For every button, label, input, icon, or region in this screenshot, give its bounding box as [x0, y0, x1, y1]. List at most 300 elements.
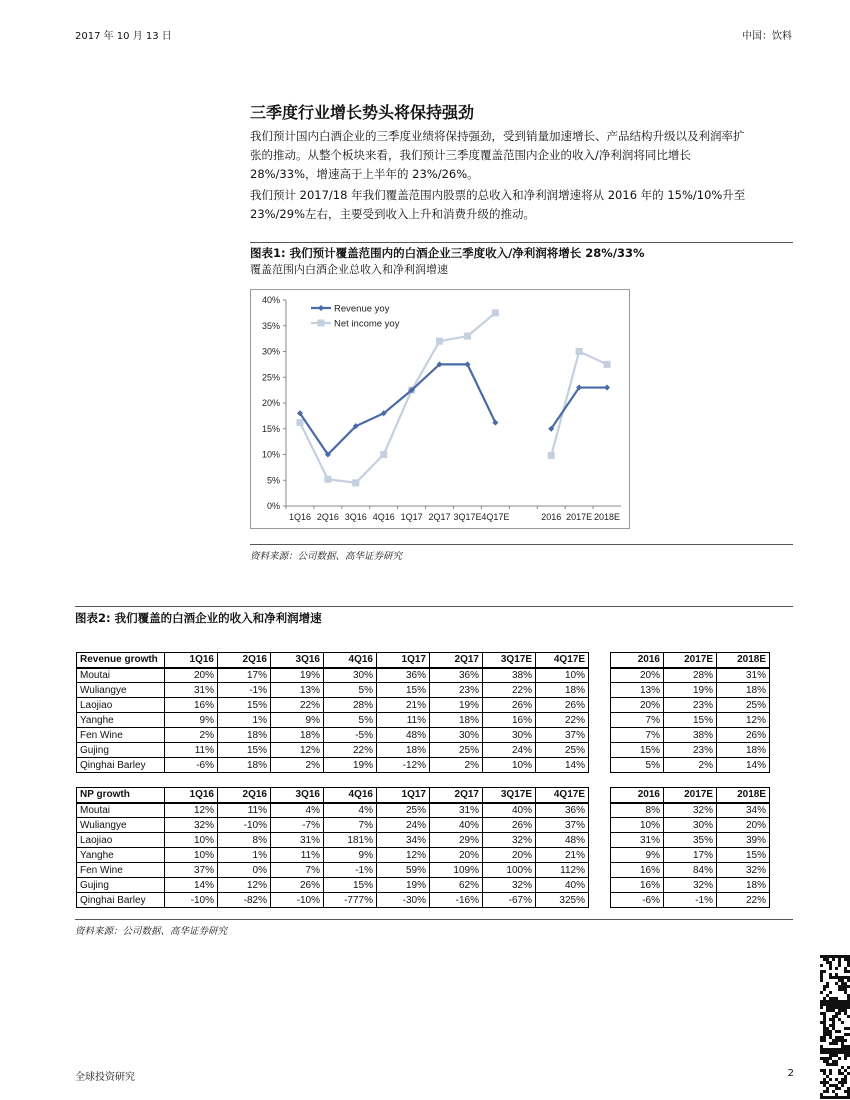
table-cell: 11% [271, 848, 324, 863]
table-cell: 17% [218, 668, 271, 683]
x-tick-label: 2018E [594, 512, 621, 522]
qr-module [820, 955, 823, 958]
column-header: 1Q17 [377, 653, 430, 668]
table-cell: -10% [165, 893, 218, 908]
qr-module [844, 1051, 847, 1054]
qr-module [838, 979, 841, 982]
table-cell: -6% [165, 758, 218, 773]
qr-module [829, 976, 832, 979]
line-chart [251, 290, 629, 528]
qr-module [829, 1051, 832, 1054]
table-cell: 15% [218, 743, 271, 758]
qr-module [823, 958, 826, 961]
table-cell: 7% [611, 728, 664, 743]
spacer-cell [589, 818, 611, 833]
table-cell: 16% [165, 698, 218, 713]
qr-module [823, 1078, 826, 1081]
table-row [77, 728, 770, 743]
qr-module [826, 1060, 829, 1063]
table-cell: 4% [271, 803, 324, 818]
qr-module [832, 1042, 835, 1045]
qr-module [832, 1006, 835, 1009]
column-header: 4Q17E [536, 653, 589, 668]
spacer-cell [589, 788, 611, 803]
table-label: Revenue growth [77, 653, 165, 668]
spacer-cell [589, 728, 611, 743]
company-name: Fen Wine [77, 728, 165, 743]
column-header: 2Q16 [218, 653, 271, 668]
qr-module [826, 1003, 829, 1006]
table-cell: 26% [483, 818, 536, 833]
table-cell: 11% [377, 713, 430, 728]
x-tick-label: 1Q17 [400, 512, 423, 522]
qr-module [820, 973, 823, 976]
legend-revenue-yoy-label: Revenue yoy [334, 303, 390, 315]
company-name: Yanghe [77, 848, 165, 863]
qr-module [829, 964, 832, 967]
table-cell: 36% [536, 803, 589, 818]
spacer-cell [589, 833, 611, 848]
qr-module [841, 1036, 844, 1039]
table-cell: 24% [377, 818, 430, 833]
qr-module [823, 970, 826, 973]
qr-module [844, 1009, 847, 1012]
table-cell: 11% [218, 803, 271, 818]
table-cell: 12% [271, 743, 324, 758]
revenue-growth-table [76, 652, 770, 773]
table-cell: 20% [430, 848, 483, 863]
table-cell: 26% [271, 878, 324, 893]
table-cell: 11% [165, 743, 218, 758]
table-cell: 18% [717, 878, 770, 893]
spacer-cell [589, 878, 611, 893]
table-cell: 14% [717, 758, 770, 773]
y-tick-label: 35% [261, 320, 280, 331]
table-cell: 10% [611, 818, 664, 833]
table-cell: 0% [218, 863, 271, 878]
company-name: Laojiao [77, 833, 165, 848]
qr-module [829, 1096, 832, 1099]
qr-module [841, 1078, 844, 1081]
x-tick-label: 2016 [541, 512, 562, 522]
table-row [77, 893, 770, 908]
table-cell: 7% [271, 863, 324, 878]
table-cell: 31% [165, 683, 218, 698]
column-header: 1Q16 [165, 788, 218, 803]
qr-module [835, 1003, 838, 1006]
qr-module [844, 1069, 847, 1072]
qr-module [838, 985, 841, 988]
qr-module [820, 1021, 823, 1024]
table-cell: 7% [324, 818, 377, 833]
qr-module [838, 1006, 841, 1009]
table-cell: 18% [536, 683, 589, 698]
qr-module [829, 1042, 832, 1045]
net-income-yoy-point [352, 479, 359, 486]
qr-module [835, 955, 838, 958]
qr-module [835, 1015, 838, 1018]
x-tick-label: 2Q16 [316, 512, 339, 522]
table-row [77, 803, 770, 818]
company-name: Laojiao [77, 698, 165, 713]
table-cell: 10% [165, 848, 218, 863]
table-row [77, 848, 770, 863]
y-tick-label: 40% [261, 295, 280, 305]
company-name: Gujing [77, 878, 165, 893]
table-cell: 181% [324, 833, 377, 848]
qr-module [844, 1048, 847, 1051]
qr-module [820, 1006, 823, 1009]
qr-module [826, 1087, 829, 1090]
table-cell: 8% [218, 833, 271, 848]
qr-module [826, 1027, 829, 1030]
table-cell: 34% [377, 833, 430, 848]
qr-module [838, 1069, 841, 1072]
qr-module [835, 1036, 838, 1039]
spacer-cell [589, 848, 611, 863]
qr-module [835, 1087, 838, 1090]
table-cell: 20% [611, 668, 664, 683]
revenue-yoy-line [300, 364, 495, 454]
table-cell: 9% [611, 848, 664, 863]
y-tick-label: 25% [261, 372, 280, 383]
net-income-yoy-point [576, 348, 583, 355]
qr-module [829, 1069, 832, 1072]
qr-module [832, 958, 835, 961]
footer-publisher: 全球投资研究 [75, 1072, 135, 1083]
spacer-cell [589, 893, 611, 908]
table-cell: 23% [664, 698, 717, 713]
table-cell: -777% [324, 893, 377, 908]
y-tick-label: 15% [261, 423, 280, 434]
qr-module [838, 1009, 841, 1012]
column-header: 2Q16 [218, 788, 271, 803]
qr-module [835, 1048, 838, 1051]
qr-module [838, 958, 841, 961]
table-cell: 12% [377, 848, 430, 863]
table-cell: 26% [536, 698, 589, 713]
table-cell: 32% [165, 818, 218, 833]
qr-module [844, 1081, 847, 1084]
table-cell: 22% [271, 698, 324, 713]
legend-net-income-yoy-label: Net income yoy [334, 318, 400, 330]
qr-module [826, 955, 829, 958]
table-label: NP growth [77, 788, 165, 803]
qr-module [823, 1012, 826, 1015]
qr-module [838, 1096, 841, 1099]
table-cell: 22% [536, 713, 589, 728]
qr-module [844, 1090, 847, 1093]
table-cell: 32% [664, 878, 717, 893]
table-cell: 36% [430, 668, 483, 683]
qr-module [820, 991, 823, 994]
table-header-row [77, 653, 770, 668]
qr-module [835, 1039, 838, 1042]
qr-module [841, 1042, 844, 1045]
qr-module [841, 1072, 844, 1075]
qr-module [829, 967, 832, 970]
qr-module [829, 1018, 832, 1021]
qr-module [823, 1072, 826, 1075]
qr-module [826, 994, 829, 997]
qr-module [844, 1078, 847, 1081]
table-row [77, 863, 770, 878]
qr-module [820, 1036, 823, 1039]
table-cell: 19% [664, 683, 717, 698]
qr-module [823, 1033, 826, 1036]
qr-module [820, 1096, 823, 1099]
y-tick-label: 20% [261, 398, 280, 408]
company-name: Qinghai Barley [77, 893, 165, 908]
table-cell: 34% [717, 803, 770, 818]
table-cell: -1% [218, 683, 271, 698]
table-header-row [77, 788, 770, 803]
qr-module [823, 1060, 826, 1063]
table-cell: 40% [430, 818, 483, 833]
qr-module [841, 1000, 844, 1003]
qr-module [838, 1087, 841, 1090]
table-cell: -10% [218, 818, 271, 833]
qr-module [841, 988, 844, 991]
qr-module [829, 1000, 832, 1003]
qr-module [829, 1084, 832, 1087]
column-header: 2017E [664, 788, 717, 803]
column-header: 2Q17 [430, 653, 483, 668]
qr-module [823, 1000, 826, 1003]
spacer-cell [589, 668, 611, 683]
x-tick-label: 4Q16 [372, 512, 395, 522]
column-header: 2016 [611, 788, 664, 803]
table-cell: 25% [717, 698, 770, 713]
qr-module [841, 1003, 844, 1006]
qr-module [829, 973, 832, 976]
table-cell: 13% [611, 683, 664, 698]
qr-module [832, 997, 835, 1000]
qr-module [823, 985, 826, 988]
qr-module [829, 1063, 832, 1066]
qr-module [844, 985, 847, 988]
net-income-yoy-point [324, 476, 331, 483]
qr-module [823, 1024, 826, 1027]
table-cell: 32% [717, 863, 770, 878]
table-cell: 15% [218, 698, 271, 713]
qr-module [832, 1054, 835, 1057]
table-cell: 10% [165, 833, 218, 848]
qr-module [832, 1048, 835, 1051]
qr-module [835, 1093, 838, 1096]
qr-module [838, 1030, 841, 1033]
qr-module [841, 982, 844, 985]
column-header: 4Q16 [324, 653, 377, 668]
qr-module [832, 1021, 835, 1024]
table-cell: 5% [324, 683, 377, 698]
figure1-top-rule [250, 242, 793, 243]
table-cell: 20% [165, 668, 218, 683]
table-cell: 29% [430, 833, 483, 848]
qr-module [838, 1036, 841, 1039]
qr-module [826, 1081, 829, 1084]
qr-module [835, 1006, 838, 1009]
qr-module [823, 1030, 826, 1033]
qr-module [841, 976, 844, 979]
qr-module [844, 1000, 847, 1003]
y-tick-label: 30% [261, 346, 280, 357]
table-cell: 19% [430, 698, 483, 713]
qr-module [826, 1006, 829, 1009]
qr-module [835, 997, 838, 1000]
table-row [77, 698, 770, 713]
qr-module [832, 1027, 835, 1030]
net-income-yoy-point [380, 451, 387, 458]
legend-revenue-yoy-marker [318, 305, 324, 311]
table-cell: 22% [717, 893, 770, 908]
table-cell: 18% [218, 728, 271, 743]
qr-module [826, 1048, 829, 1051]
spacer-cell [589, 863, 611, 878]
qr-module [820, 1081, 823, 1084]
qr-module [841, 955, 844, 958]
y-tick-label: 5% [266, 475, 280, 486]
table-cell: -82% [218, 893, 271, 908]
table-cell: 17% [664, 848, 717, 863]
table-cell: 1% [218, 713, 271, 728]
qr-module [841, 1021, 844, 1024]
table-cell: 37% [536, 818, 589, 833]
spacer-cell [589, 683, 611, 698]
qr-module [826, 1096, 829, 1099]
qr-module [826, 1090, 829, 1093]
table-cell: 9% [324, 848, 377, 863]
qr-module [835, 973, 838, 976]
table-cell: -1% [664, 893, 717, 908]
qr-module [835, 1042, 838, 1045]
table-cell: 1% [218, 848, 271, 863]
table-cell: -30% [377, 893, 430, 908]
table-row [77, 833, 770, 848]
qr-module [835, 1060, 838, 1063]
qr-module [826, 1063, 829, 1066]
column-header: 2016 [611, 653, 664, 668]
company-name: Qinghai Barley [77, 758, 165, 773]
qr-module [820, 964, 823, 967]
table-cell: 15% [377, 683, 430, 698]
company-name: Wuliangye [77, 683, 165, 698]
table-cell: 2% [271, 758, 324, 773]
net-income-yoy-point [296, 419, 303, 426]
table-cell: 20% [611, 698, 664, 713]
figure2-source: 资料来源：公司数据、高华证券研究 [75, 926, 228, 937]
qr-module [823, 955, 826, 958]
table-cell: 16% [483, 713, 536, 728]
qr-module [820, 1069, 823, 1072]
qr-module [829, 1006, 832, 1009]
table-cell: 325% [536, 893, 589, 908]
qr-module [826, 961, 829, 964]
qr-module [823, 1069, 826, 1072]
table-cell: 30% [483, 728, 536, 743]
table-row [77, 668, 770, 683]
table-cell: 15% [611, 743, 664, 758]
column-header: 2018E [717, 653, 770, 668]
net-income-yoy-point [548, 452, 555, 459]
qr-module [823, 988, 826, 991]
qr-module [844, 1057, 847, 1060]
qr-module [829, 955, 832, 958]
table-cell: 10% [483, 758, 536, 773]
qr-module [832, 1060, 835, 1063]
table-cell: 14% [165, 878, 218, 893]
company-name: Moutai [77, 668, 165, 683]
qr-module [841, 1081, 844, 1084]
table-cell: 25% [536, 743, 589, 758]
table-cell: 37% [165, 863, 218, 878]
paragraph-1-line: 张的推动。从整个板块来看，我们预计三季度覆盖范围内企业的收入/净利润将同比增长 [250, 148, 691, 162]
spacer-cell [589, 653, 611, 668]
qr-module [841, 979, 844, 982]
qr-module [838, 1051, 841, 1054]
x-tick-label: 2017E [566, 512, 593, 522]
qr-module [829, 1054, 832, 1057]
x-tick-label: 3Q17E [453, 512, 482, 522]
spacer-cell [589, 698, 611, 713]
table-cell: 10% [536, 668, 589, 683]
paragraph-1-line: 28%/33%，增速高于上半年的 23%/26%。 [250, 167, 479, 181]
spacer-cell [589, 743, 611, 758]
qr-module [838, 1012, 841, 1015]
table-cell: -6% [611, 893, 664, 908]
table-row [77, 878, 770, 893]
table-cell: 24% [483, 743, 536, 758]
qr-module [829, 1024, 832, 1027]
qr-module [838, 964, 841, 967]
qr-module [832, 1015, 835, 1018]
table-cell: 15% [324, 878, 377, 893]
qr-module [841, 1096, 844, 1099]
qr-module [823, 1048, 826, 1051]
qr-module [844, 1039, 847, 1042]
table-cell: 19% [377, 878, 430, 893]
table-cell: 30% [430, 728, 483, 743]
qr-module [835, 1030, 838, 1033]
qr-module [844, 967, 847, 970]
qr-module [835, 976, 838, 979]
company-name: Wuliangye [77, 818, 165, 833]
qr-module [823, 1036, 826, 1039]
column-header: 4Q17E [536, 788, 589, 803]
section-title: 三季度行业增长势头将保持强劲 [250, 103, 475, 122]
table-cell: 30% [664, 818, 717, 833]
qr-module [835, 1012, 838, 1015]
net-income-yoy-point [492, 309, 499, 316]
table-cell: 12% [218, 878, 271, 893]
qr-module [832, 1018, 835, 1021]
qr-module [841, 1048, 844, 1051]
table-cell: 18% [430, 713, 483, 728]
table-cell: 31% [430, 803, 483, 818]
figure1-subtitle: 覆盖范围内白酒企业总收入和净利润增速 [250, 263, 448, 276]
qr-module [832, 1000, 835, 1003]
qr-module [838, 1039, 841, 1042]
table-row [77, 818, 770, 833]
qr-module [826, 1051, 829, 1054]
qr-module [829, 1033, 832, 1036]
qr-module [823, 997, 826, 1000]
table-cell: 30% [324, 668, 377, 683]
qr-module [844, 1075, 847, 1078]
table-row [77, 758, 770, 773]
y-tick-label: 0% [266, 501, 280, 511]
table-cell: 22% [324, 743, 377, 758]
